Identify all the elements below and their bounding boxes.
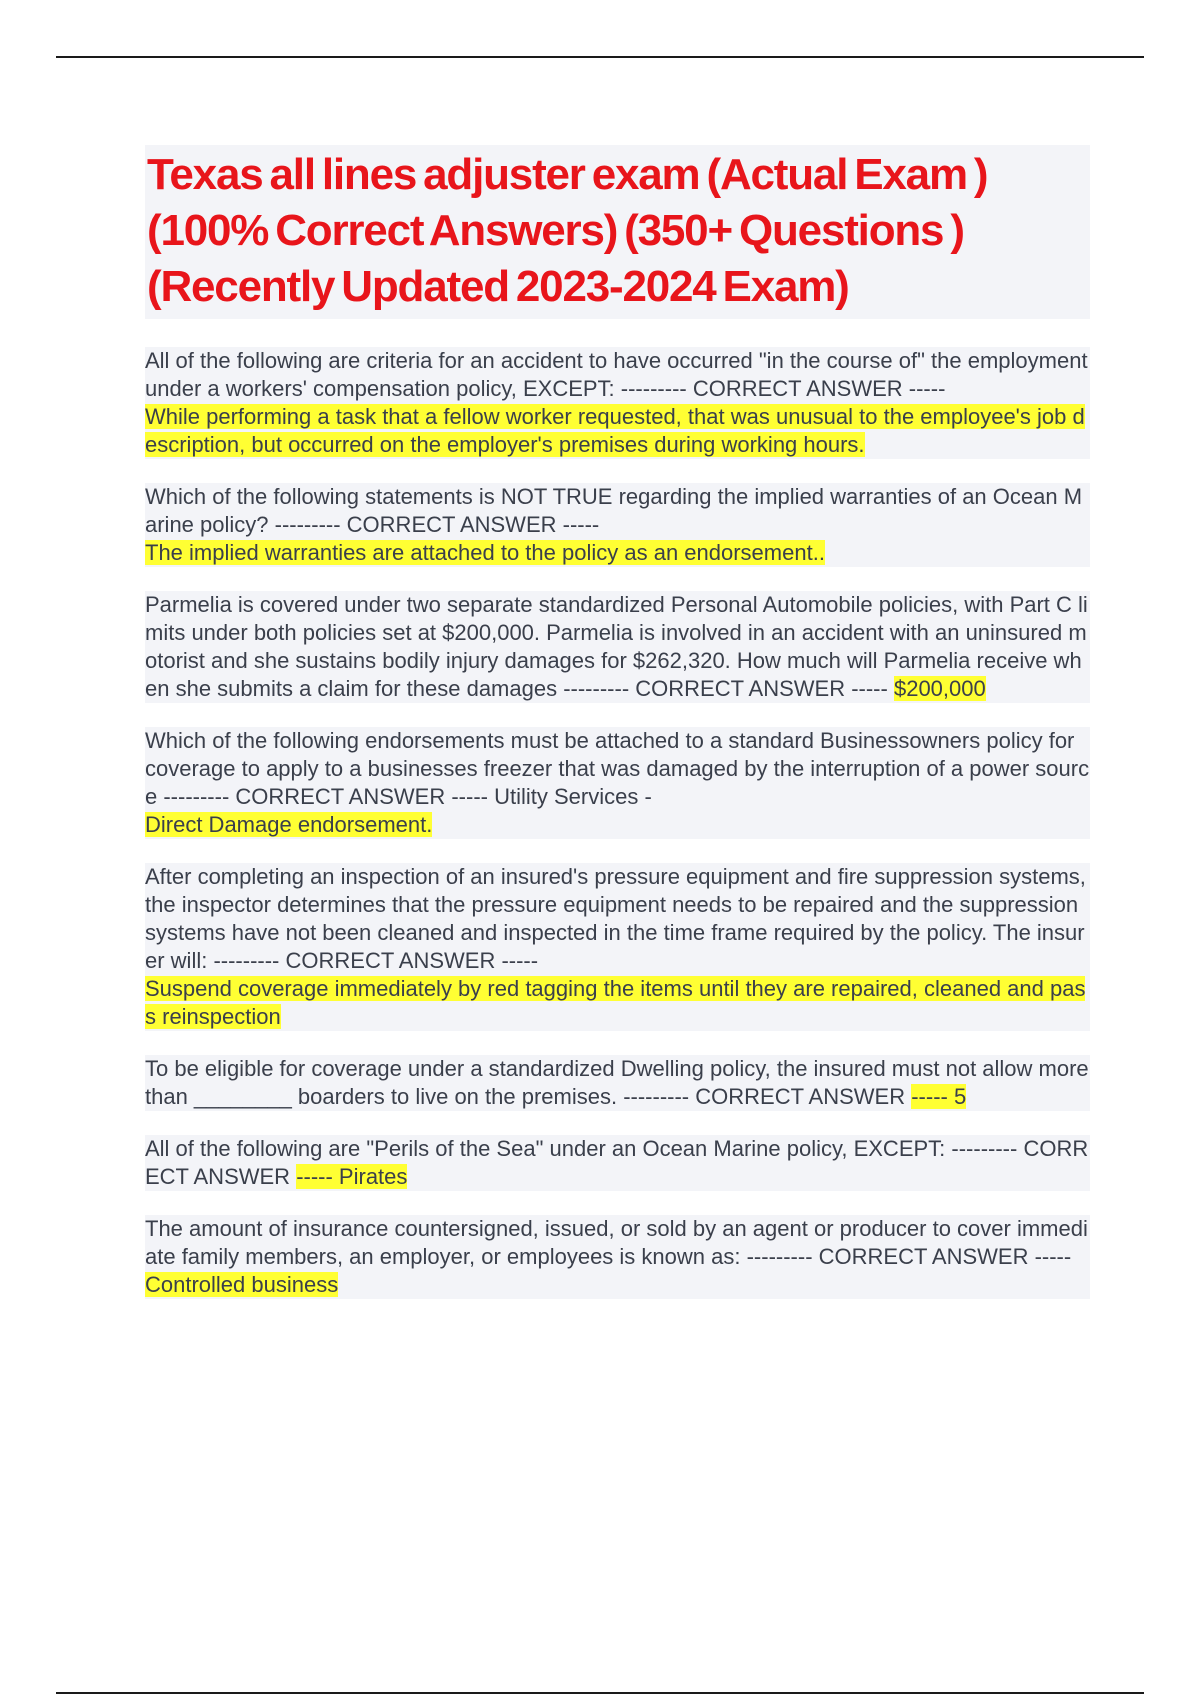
question-text: Parmelia is covered under two separate standardized Personal Automobile policies, with Part C limits under both policies set at $200,000. Parmelia is involved in an accident with an uninsured motorist and she sustains bodily injury damages for $262,320. How much will Parmelia receive when she submits a claim for these damages --------- CORRECT ANSWER ----- (145, 592, 1088, 701)
qa-item (145, 727, 1090, 839)
qa-item (145, 1215, 1090, 1299)
answer-highlight: While performing a task that a fellow worker requested, that was unusual to the employee's job description, but occurred on the employer's premises during working hours. (145, 404, 1085, 457)
qa-item (145, 591, 1090, 703)
question-text: All of the following are criteria for an accident to have occurred "in the course of" the employment under a workers' compensation policy, EXCEPT: --------- CORRECT ANSWER ----- (145, 348, 1088, 401)
qa-item (145, 863, 1090, 1031)
answer-highlight: Controlled business (145, 1272, 339, 1297)
qa-item (145, 347, 1090, 459)
answer-highlight: $200,000 (893, 676, 986, 701)
document-body (145, 145, 1090, 1299)
qa-item (145, 1135, 1090, 1191)
qa-item (145, 483, 1090, 567)
question-text: Which of the following statements is NOT TRUE regarding the implied warranties of an Ocean Marine policy? --------- CORRECT ANSWER ----- (145, 484, 1083, 537)
question-text: All of the following are "Perils of the Sea" under an Ocean Marine policy, EXCEPT: --------- CORRECT ANSWER (145, 1136, 1089, 1189)
title-block (145, 145, 1090, 319)
document-title: Texas all lines adjuster exam (Actual Exam ) (100% Correct Answers) (350+ Questions ) (Recently Updated 2023-2024 Exam) (147, 150, 988, 311)
answer-highlight: ----- Pirates (296, 1164, 408, 1189)
question-text: To be eligible for coverage under a standardized Dwelling policy, the insured must not allow more than ________ boarders to live on the premises. --------- CORRECT ANSWER (145, 1056, 1089, 1109)
bottom-rule (56, 1692, 1144, 1694)
question-text: The amount of insurance countersigned, issued, or sold by an agent or producer to cover immediate family members, an employer, or employees is known as: --------- CORRECT ANSWER ----- (145, 1216, 1088, 1269)
answer-highlight: Direct Damage endorsement. (145, 812, 433, 837)
answer-highlight: Suspend coverage immediately by red tagging the items until they are repaired, cleaned and pass reinspection (145, 976, 1086, 1029)
answer-highlight: ----- 5 (911, 1084, 967, 1109)
question-text: After completing an inspection of an insured's pressure equipment and fire suppression systems, the inspector determines that the pressure equipment needs to be repaired and the suppression systems have not been cleaned and inspected in the time frame required by the policy. The insurer will: --------- CORRECT ANSWER ----- (145, 864, 1086, 973)
question-text: Which of the following endorsements must be attached to a standard Businessowners policy for coverage to apply to a businesses freezer that was damaged by the interruption of a power source --------- CORRECT ANSWER ----- Utility Services - (145, 728, 1090, 809)
top-rule (56, 56, 1144, 58)
qa-item (145, 1055, 1090, 1111)
answer-highlight: The implied warranties are attached to the policy as an endorsement.. (145, 540, 825, 565)
